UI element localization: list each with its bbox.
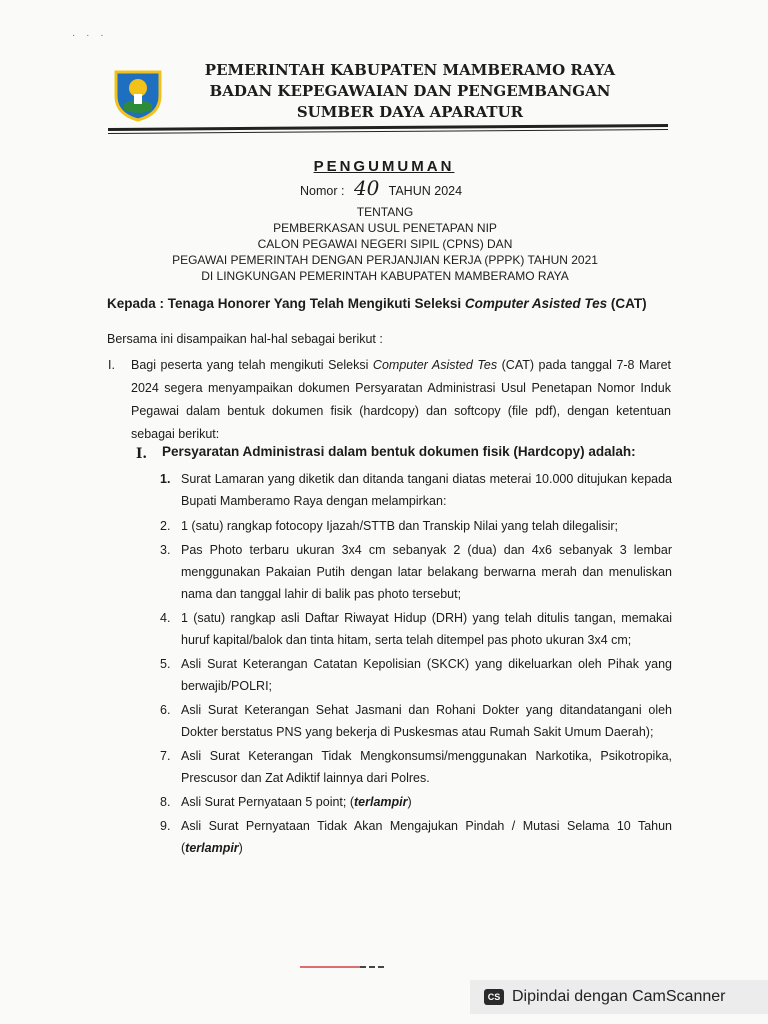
list-number: 1. (160, 472, 171, 486)
paragraph-italic: Computer Asisted Tes (372, 358, 498, 372)
letterhead (180, 60, 640, 123)
nomor-year: TAHUN 2024 (388, 184, 463, 198)
subject-line: PEGAWAI PEMERINTAH DENGAN PERJANJIAN KERJA (PPPK) TAHUN 2021 (172, 253, 598, 267)
scan-speck: · · · (72, 30, 108, 41)
camscanner-watermark (470, 980, 768, 1014)
list-item (160, 791, 672, 813)
nomor-label: Nomor : (300, 184, 345, 198)
list-text: Asli Surat Keterangan Tidak Mengkonsumsi/menggunakan Narkotika, Psikotropika, Prescusor dan Zat Adiktif lainnya dari Polres. (181, 749, 672, 785)
list-number: 8. (160, 795, 171, 809)
subsection-numeral: I. (136, 446, 148, 462)
list-text: Asli Surat Pernyataan 5 point; ( (181, 795, 355, 809)
subject-line: DI LINGKUNGAN PEMERINTAH KABUPATEN MAMBERAMO RAYA (201, 269, 569, 283)
list-number: 3. (160, 543, 171, 557)
list-text: Pas Photo terbaru ukuran 3x4 cm sebanyak 2 (dua) dan 4x6 sebanyak 3 lembar menggunakan Pakaian Putih dengan latar belakang berwarna merah dan menuliskan nama dan tanggal lahir di balik pas photo tersebut; (181, 543, 672, 601)
list-item (160, 607, 672, 651)
list-number: 6. (160, 703, 171, 717)
announcement-subject (150, 204, 620, 284)
page-edge-mark (300, 966, 360, 968)
list-number: 5. (160, 657, 171, 671)
list-item (160, 515, 672, 537)
page-edge-dashes (360, 966, 384, 968)
announcement-title (0, 158, 768, 175)
camscanner-text: Dipindai dengan CamScanner (512, 988, 726, 1005)
paragraph-text: Bagi peserta yang telah mengikuti Seleksi (131, 358, 373, 372)
camscanner-logo-icon: CS (484, 989, 504, 1005)
list-emphasis: terlampir (185, 841, 239, 855)
requirements-list (160, 468, 672, 861)
subject-line: CALON PEGAWAI NEGERI SIPIL (CPNS) DAN (257, 237, 513, 251)
section-numeral: I. (108, 358, 115, 372)
list-text-tail: ) (407, 795, 412, 809)
subsection-heading: Persyaratan Administrasi dalam bentuk dokumen fisik (Hardcopy) adalah: (162, 444, 636, 459)
letterhead-line-3: SUMBER DAYA APARATUR (296, 103, 524, 121)
list-text: Asli Surat Keterangan Sehat Jasmani dan Rohani Dokter yang ditandatangani oleh Dokter berstatus PNS yang bekerja di Puskesmas atau Rumah Sakit Umum Daerah); (181, 703, 672, 739)
section-paragraph (131, 354, 671, 446)
addressee-suffix: (CAT) (607, 296, 647, 311)
list-item (160, 468, 672, 512)
list-item (160, 653, 672, 697)
subject-line: PEMBERKASAN USUL PENETAPAN NIP (273, 221, 497, 235)
list-text: Asli Surat Pernyataan Tidak Akan Mengajukan Pindah / Mutasi Selama 10 Tahun ( (181, 819, 672, 855)
list-text: 1 (satu) rangkap fotocopy Ijazah/STTB dan Transkip Nilai yang telah dilegalisir; (181, 519, 619, 533)
letterhead-line-1: PEMERINTAH KABUPATEN MAMBERAMO RAYA (204, 61, 616, 79)
list-item (160, 745, 672, 789)
list-text: Surat Lamaran yang diketik dan ditanda tangani diatas meterai 10.000 ditujukan kepada Bupati Mamberamo Raya dengan melampirkan: (181, 472, 672, 508)
announcement-number (300, 176, 462, 200)
list-item (160, 539, 672, 605)
list-item (160, 815, 672, 859)
nomor-value-handwritten: 40 (353, 176, 380, 200)
list-text-tail: ) (238, 841, 243, 855)
list-emphasis: terlampir (354, 795, 408, 809)
paragraph-text: (CAT) pada tanggal 7-8 Maret 2024 segera menyampaikan dokumen Persyaratan Administrasi Usul Penetapan Nomor Induk Pegawai dalam bentuk dokumen fisik (hardcopy) dan softcopy (file pdf), dengan ketentuan sebagai berikut: (131, 358, 671, 441)
intro-text: Bersama ini disampaikan hal-hal sebagai berikut : (107, 332, 383, 346)
announcement-title-text: PENGUMUMAN (313, 158, 455, 175)
list-text: 1 (satu) rangkap asli Daftar Riwayat Hidup (DRH) yang telah ditulis tangan, memakai huruf kapital/balok dan tinta hitam, serta telah ditempel pas photo ukuran 3x4 cm; (181, 611, 672, 647)
list-number: 4. (160, 611, 171, 625)
addressee-prefix: Kepada : Tenaga Honorer Yang Telah Mengikuti Seleksi (107, 296, 465, 311)
list-number: 9. (160, 819, 171, 833)
regency-emblem-logo (110, 66, 166, 122)
list-item (160, 699, 672, 743)
list-text: Asli Surat Keterangan Catatan Kepolisian (SKCK) yang dikeluarkan oleh Pihak yang berwajib/POLRI; (181, 657, 672, 693)
addressee (107, 296, 667, 311)
addressee-italic: Computer Asisted Tes (464, 296, 608, 311)
subject-line: TENTANG (356, 205, 414, 219)
list-number: 7. (160, 749, 171, 763)
letterhead-line-2: BADAN KEPEGAWAIAN DAN PENGEMBANGAN (209, 82, 611, 100)
list-number: 2. (160, 519, 171, 533)
